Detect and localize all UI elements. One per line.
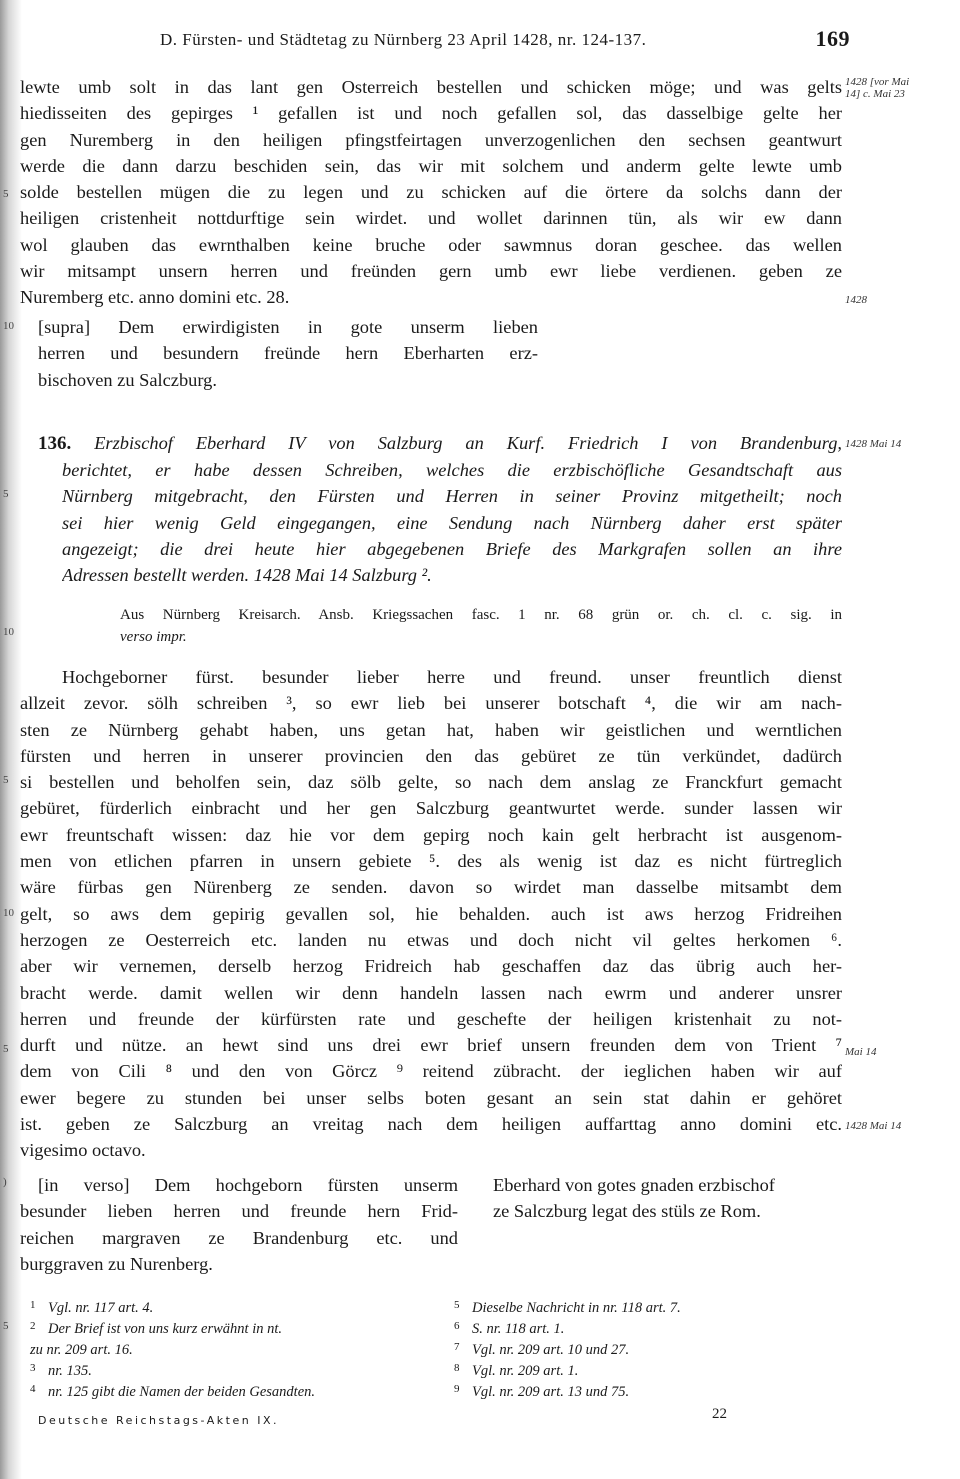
line-number: 5 (3, 774, 9, 786)
footnote: 4 nr. 125 gibt die Namen der beiden Gesandten. (30, 1383, 316, 1400)
footnote: 6 S. nr. 118 art. 1. (454, 1320, 565, 1337)
document-number: 136. (38, 433, 72, 454)
body-line: aber wir vernemen, derselb herzog Fridreich hab geschaffen daz das übrig auch her- (20, 956, 842, 977)
source-line: Aus Nürnberg Kreisarch. Ansb. Kriegssachen fasc. 1 nr. 68 grün or. ch. cl. c. sig. in (120, 607, 842, 623)
body-line: ewr freuntschaft wissen: daz hie vor dem gepirg noch kain gelt herbracht ist ausgenom- (20, 824, 842, 845)
page-left-edge-shadow (0, 0, 22, 1479)
margin-date-note: Mai 14 (845, 1046, 877, 1058)
verso-line: burggraven zu Nurenberg. (20, 1253, 213, 1274)
text-line: solde bestellen mügen die zu legen und zu schicken auf die örtere da solchs dann der (20, 182, 842, 203)
address-line: herren und besundern freünde hern Eberharten erz- (38, 343, 538, 364)
heading-text: Erzbischof Eberhard IV von Salzburg an Kurf. Friedrich I von Brandenburg, (94, 433, 842, 453)
source-note (120, 604, 842, 648)
verso-line: [in verso] Dem hochgeborn fürsten unserm (38, 1175, 458, 1195)
body-line: vigesimo octavo. (20, 1140, 146, 1161)
line-number: ) (3, 1176, 7, 1188)
line-number: 5 (3, 1320, 9, 1332)
footnote: 3 nr. 135. (30, 1362, 92, 1379)
body-line: dem von Cili ⁸ und den von Görcz ⁹ reitend zübracht. der ieglichen haben wir auf (20, 1061, 842, 1082)
verso-address (20, 1172, 458, 1277)
address-line: [supra] Dem erwirdigisten in gote unserm lieben (38, 317, 538, 337)
body-line: men von etlichen pfarren in unsern gebiete ⁵. des als wenig ist daz es nicht fürtreglich (20, 851, 842, 872)
footnotes-right (454, 1298, 874, 1403)
body-line: ist. geben ze Salczburg an vreitag nach dem heiligen auffarttag anno domini etc. (20, 1114, 842, 1135)
footnote: 2 Der Brief ist von uns kurz erwähnt in nt. (30, 1320, 283, 1337)
text-line: heiligen cristenheit nottdurftige sein wirdet. und wollet darinnen tün, als wir ew dann (20, 208, 842, 229)
line-number: 5 (3, 1043, 9, 1055)
text-line: wir mitsampt unsern herren und freünden gern umb ewr liebe verdienen. geben ze (20, 261, 842, 282)
verso-line: besunder lieben herren und freunde hern Frid- (20, 1201, 458, 1222)
body-line: wäre fürbas gen Nürenberg ze senden. davon so wirdet man dasselbe mitsambt dem (20, 877, 842, 898)
footnote: 1 Vgl. nr. 117 art. 4. (30, 1299, 154, 1316)
verso-line: reichen margraven ze Brandenburg etc. und (20, 1227, 458, 1248)
body-line: allzeit zevor. sölh schreiben ³, so ewr lieb bei unserer botschaft ⁴, die wir am nach- (20, 693, 842, 714)
body-line: gebüret, fürderlich einbracht und her gen Salczburg geantwurtet werde. sunder lassen wir (20, 798, 842, 819)
body-line: herren und freunde der kürfürsten rate und geschefte der heiligen kristenhait zu not- (20, 1008, 842, 1029)
heading-line: sei hier wenig Geld eingegangen, eine Sendung nach Nürnberg daher erst später (62, 512, 842, 533)
sender-signature (493, 1172, 843, 1225)
footnote: 8 Vgl. nr. 209 art. 1. (454, 1362, 579, 1379)
line-number: 5 (3, 188, 9, 200)
margin-date-note: 1428 [vor Mai 14] c. Mai 23 (845, 76, 910, 100)
heading-line: berichtet, er habe dessen Schreiben, welches die erzbischöfliche Gesandtschaft aus (62, 460, 842, 480)
margin-date-note: 1428 Mai 14 (845, 1120, 902, 1132)
letter-body (20, 664, 842, 1164)
text-line: gen Nuremberg in den heiligen pfingstfeirtagen unverzogenlichen den sechsen geantwurt (20, 129, 842, 150)
line-number: 10 (3, 626, 14, 638)
line-number: 10 (3, 320, 14, 332)
body-line: fürsten und herren in unserer provincien den das gebüret ze tün verkündet, dadürch (20, 745, 842, 766)
footnotes-left (30, 1298, 450, 1403)
heading-line (38, 430, 842, 456)
page-number: 169 (815, 26, 850, 51)
document-heading (38, 430, 842, 456)
sender-line: Eberhard von gotes gnaden erzbischof (493, 1175, 775, 1195)
running-title: D. Fürsten- und Städtetag zu Nürnberg 23 April 1428, nr. 124-137. (160, 30, 647, 49)
body-line: ewer begere zu stunden bei unser selbs boten gesant an sein stat dahin er gehöret (20, 1087, 842, 1108)
heading-line: angezeigt; die drei heute hier abgegebenen Briefe des Markgrafen sollen an ihre (62, 538, 842, 559)
line-number: 10 (3, 907, 14, 919)
volume-signature: Deutsche Reichstags-Akten IX. (38, 1414, 279, 1427)
text-line: wol glauben das ewrnthalben keine bruche oder sawmnus doran geschee. das wellen (20, 234, 842, 255)
text-line: hiedisseiten des gepirges ¹ gefallen ist und noch gefallen sol, das dasselbige gelte her (20, 103, 842, 124)
address-line: bischoven zu Salczburg. (38, 369, 217, 390)
text-line: Nuremberg etc. anno domini etc. 28. (20, 287, 290, 308)
footnote: 7 Vgl. nr. 209 art. 10 und 27. (454, 1341, 630, 1358)
continued-letter-text (20, 74, 842, 311)
heading-line: Nürnberg mitgebracht, den Fürsten und Herren in seiner Provinz mitgetheilt; noch (62, 486, 842, 507)
margin-date-note: 1428 (845, 294, 867, 306)
body-line: Hochgeborner fürst. besunder lieber herre und freund. unser freuntlich dienst (62, 667, 842, 687)
body-line: sten ze Nürnberg gehabt haben, uns getan hat, haben wir geistlichen und werntlichen (20, 719, 842, 740)
text-line: lewte umb solt in das lant gen Osterreich bestellen und schicken möge; und was gelts (20, 77, 842, 97)
running-header (160, 26, 850, 60)
address-supra (38, 314, 538, 393)
body-line: gelt, so aws dem gepirig gevallen sol, hie behalden. auch ist aws herzog Fridreihen (20, 903, 842, 924)
footnote: 5 Dieselbe Nachricht in nr. 118 art. 7. (454, 1299, 681, 1316)
line-number: 5 (3, 488, 9, 500)
sender-line: ze Salczburg legat des stüls ze Rom. (493, 1201, 761, 1222)
body-line: si bestellen und beholfen sein, daz sölb gelte, so nach dem anslag ze Franckfurt gemacht (20, 772, 842, 793)
footnote: 9 Vgl. nr. 209 art. 13 und 75. (454, 1383, 630, 1400)
text-line: werde die dann darzu beschiden sein, das wir mit solchem und anderm gelte lewte umb (20, 155, 842, 176)
source-line: verso impr. (120, 629, 187, 645)
body-line: bracht werde. damit wellen wir denn handeln lassen nach ewrm und anderer unsrer (20, 982, 842, 1003)
body-line: herzogen ze Oesterreich etc. landen nu etwas und doch nicht vil geltes herkomen ⁶. (20, 929, 842, 950)
document-heading-continued (62, 457, 842, 588)
sheet-number: 22 (712, 1406, 727, 1422)
footnote: zu nr. 209 art. 16. (30, 1342, 133, 1358)
margin-date-note: 1428 Mai 14 (845, 438, 902, 450)
body-line: durft und nütze. an hewt sind uns drei ewr brief unsern freunden dem von Trient ⁷ (20, 1035, 842, 1056)
heading-line: Adressen bestellt werden. 1428 Mai 14 Salzburg ². (62, 565, 432, 586)
